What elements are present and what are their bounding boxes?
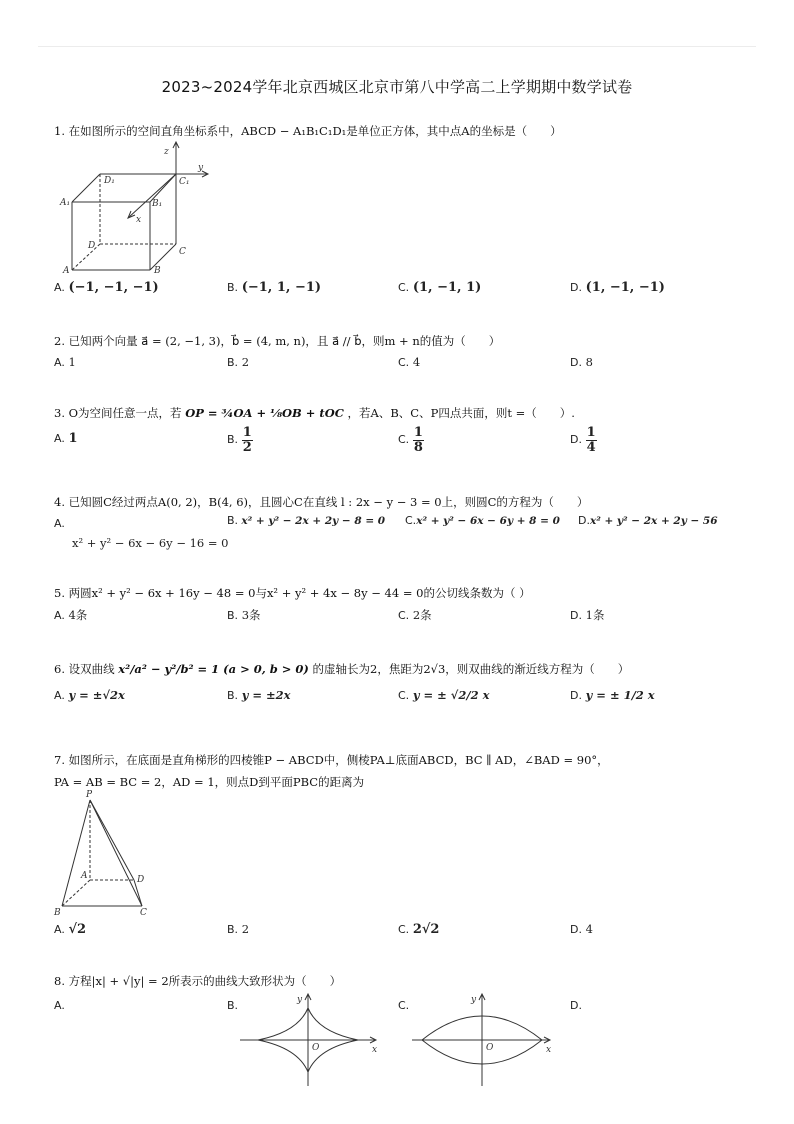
- q7-option-b[interactable]: B. 2: [227, 922, 250, 936]
- q8b-label-x: x: [372, 1045, 378, 1055]
- q8b-label-y: y: [297, 995, 303, 1005]
- q3-vector-equation: OP = ¾OA + ⅛OB + tOC: [185, 406, 344, 420]
- q7-option-c[interactable]: C. 2√2: [398, 922, 440, 937]
- question-2-stem: 2. 已知两个向量 a⃗ = (2, −1, 3)，b⃗ = (4, m, n)，且 a⃗ // b⃗，则m + n的值为（ ）: [54, 334, 501, 348]
- q8-option-b[interactable]: B.: [227, 999, 239, 1012]
- question-7-stem-line2: PA = AB = BC = 2，AD = 1，则点D到平面PBC的距离为: [54, 775, 365, 789]
- q5-option-c[interactable]: C. 2条: [398, 608, 432, 622]
- header-divider: [38, 46, 756, 47]
- cube-figure: [58, 140, 218, 278]
- question-3-stem: 3. O为空间任意一点，若 OP = ¾OA + ⅛OB + tOC ，若A、B、C、P四点共面，则t =（ ）.: [54, 406, 575, 420]
- q7-option-a[interactable]: A. √2: [54, 922, 87, 937]
- cube-label-d1: D₁: [104, 176, 115, 186]
- q5-option-d[interactable]: D. 1条: [570, 608, 605, 622]
- q1-option-c[interactable]: C. (1, −1, 1): [398, 280, 482, 295]
- q8-option-c[interactable]: C.: [398, 999, 410, 1012]
- pyramid-label-d: D: [137, 875, 145, 885]
- q6-option-c[interactable]: C. y = ± √2/2 x: [398, 688, 490, 702]
- question-7-stem: 7. 如图所示，在底面是直角梯形的四棱锥P − ABCD中，侧棱PA⊥底面ABCD，BC ∥ AD，∠BAD = 90°，: [54, 753, 609, 767]
- cube-label-d: D: [88, 241, 96, 251]
- pyramid-figure: [52, 788, 157, 918]
- question-4-stem: 4. 已知圆C经过两点A(0, 2)，B(4, 6)，且圆心C在直线 l : 2x − y − 3 = 0上，则圆C的方程为（ ）: [54, 495, 589, 509]
- question-6-stem: 6. 设双曲线 x²/a² − y²/b² = 1 (a > 0, b > 0) 的虚轴长为2，焦距为2√3，则双曲线的渐近线方程为（ ）: [54, 662, 630, 676]
- q4-option-a[interactable]: A.: [54, 517, 65, 530]
- q7-option-d[interactable]: D. 4: [570, 922, 593, 936]
- q4-option-d[interactable]: D.x² + y² − 2x + 2y − 56: [578, 514, 718, 527]
- q4-option-a-equation: x² + y² − 6x − 6y − 16 = 0: [72, 536, 229, 550]
- q8-graph-c: [410, 990, 560, 1090]
- question-8-stem: 8. 方程|x| + √|y| = 2所表示的曲线大致形状为（ ）: [54, 974, 342, 988]
- q5-option-a[interactable]: A. 4条: [54, 608, 88, 622]
- q8-graph-b: [238, 990, 388, 1090]
- pyramid-label-p: P: [86, 790, 93, 800]
- cube-label-c1: C₁: [179, 177, 190, 187]
- cube-label-x: x: [136, 215, 142, 225]
- cube-label-c: C: [179, 247, 186, 257]
- q3-option-d[interactable]: D. $\frac{1}{4}$: [570, 425, 596, 455]
- q8-option-d[interactable]: D.: [570, 999, 582, 1012]
- q3-option-a[interactable]: A. 1: [54, 431, 78, 446]
- cube-label-y: y: [198, 163, 204, 173]
- q6-option-b[interactable]: B. y = ±2x: [227, 688, 291, 702]
- q2-option-b[interactable]: B. 2: [227, 355, 250, 369]
- q2-option-a[interactable]: A. 1: [54, 355, 76, 369]
- question-5-stem: 5. 两圆x² + y² − 6x + 16y − 48 = 0与x² + y² + 4x − 8y − 44 = 0的公切线条数为（ ）: [54, 586, 531, 600]
- cube-label-z: z: [164, 147, 169, 157]
- q2-option-c[interactable]: C. 4: [398, 355, 421, 369]
- cube-label-a1: A₁: [60, 198, 71, 208]
- q5-option-b[interactable]: B. 3条: [227, 608, 261, 622]
- q8c-label-y: y: [471, 995, 477, 1005]
- question-1-stem: 1. 在如图所示的空间直角坐标系中，ABCD − A₁B₁C₁D₁是单位正方体，其中点A的坐标是（ ）: [54, 124, 562, 138]
- pyramid-label-a: A: [81, 871, 88, 881]
- q8b-label-o: O: [312, 1043, 320, 1053]
- q8c-label-x: x: [546, 1045, 552, 1055]
- q6-option-d[interactable]: D. y = ± 1/2 x: [570, 688, 655, 702]
- cube-label-a: A: [63, 266, 70, 276]
- q4-option-b[interactable]: B. x² + y² − 2x + 2y − 8 = 0: [227, 514, 386, 527]
- pyramid-label-c: C: [140, 908, 147, 918]
- q6-hyperbola-equation: x²/a² − y²/b² = 1 (a > 0, b > 0): [118, 662, 309, 676]
- q1-option-b[interactable]: B. (−1, 1, −1): [227, 280, 322, 295]
- cube-label-b1: B₁: [152, 199, 163, 209]
- page-title: 2023~2024学年北京西城区北京市第八中学高二上学期期中数学试卷: [161, 78, 633, 96]
- q1-option-d[interactable]: D. (1, −1, −1): [570, 280, 665, 295]
- q8c-label-o: O: [486, 1043, 494, 1053]
- q3-option-b[interactable]: B. $\frac{1}{2}$: [227, 425, 252, 455]
- q2-option-d[interactable]: D. 8: [570, 355, 593, 369]
- q4-option-c[interactable]: C.x² + y² − 6x − 6y + 8 = 0: [405, 514, 560, 527]
- q1-option-a[interactable]: A. (−1, −1, −1): [54, 280, 159, 295]
- q6-option-a[interactable]: A. y = ±√2x: [54, 688, 125, 702]
- cube-label-b: B: [154, 266, 161, 276]
- q8-option-a[interactable]: A.: [54, 999, 65, 1012]
- pyramid-label-b: B: [54, 908, 61, 918]
- q3-option-c[interactable]: C. $\frac{1}{8}$: [398, 425, 423, 455]
